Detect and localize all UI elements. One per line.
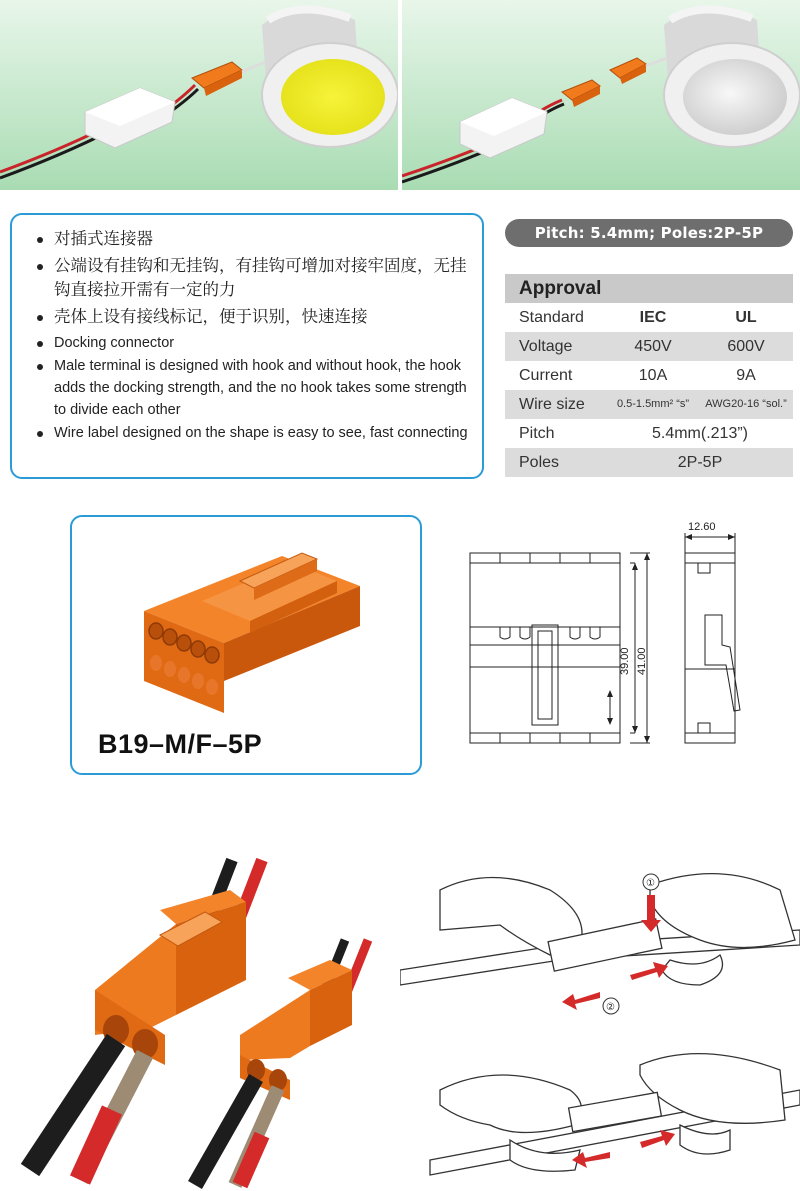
feature-en-1: Docking connector <box>30 332 468 354</box>
voltage-row <box>505 332 793 361</box>
voltage-label: Voltage <box>519 338 573 355</box>
poles-value: 2P-5P <box>677 454 723 471</box>
current-row <box>505 361 793 390</box>
poles-label: Poles <box>519 454 560 471</box>
wire-size-label: Wire size <box>519 396 585 413</box>
current-label: Current <box>519 367 573 384</box>
led-downlight-photo-disconnected <box>402 0 800 190</box>
approval-table <box>505 274 793 477</box>
pitch-poles-banner: Pitch: 5.4mm; Poles:2P-5P <box>505 219 793 247</box>
orange-connector-5p-render <box>132 531 372 721</box>
current-ul: 9A <box>736 367 756 384</box>
features-box <box>10 213 484 479</box>
step-1-label: ① <box>646 878 655 889</box>
approval-title: Approval <box>519 278 602 299</box>
feature-cn-2: 公端设有挂钩和无挂钩，有挂钩可增加对接牢固度，无挂钩直接拉开需有一定的力 <box>30 254 468 302</box>
dim-height-outer: 41.00 <box>636 647 648 675</box>
feature-cn-1: 对插式连接器 <box>30 227 468 251</box>
standard-row <box>505 303 793 332</box>
dim-width: 12.60 <box>688 521 716 533</box>
standard-label: Standard <box>519 309 584 326</box>
standard-iec: IEC <box>639 309 667 326</box>
current-iec: 10A <box>638 367 668 384</box>
feature-cn-3: 壳体上设有接线标记，便于识别，快速连接 <box>30 305 468 329</box>
model-number: B19–M/F–5P <box>98 729 263 759</box>
led-downlight-photo-connected <box>0 0 398 190</box>
product-box <box>70 515 422 775</box>
usage-instructions-illustration <box>400 860 800 1191</box>
wire-size-row <box>505 390 793 419</box>
poles-row <box>505 448 793 477</box>
feature-en-3: Wire label designed on the shape is easy to see, fast connecting <box>30 422 468 444</box>
pitch-row <box>505 419 793 448</box>
connector-wired-photo <box>0 850 400 1191</box>
feature-en-2: Male terminal is designed with hook and without hook, the hook adds the docking strength, and the no hook takes some strength to divide each other <box>30 355 468 421</box>
dim-height-inner: 39.00 <box>619 647 631 675</box>
voltage-iec: 450V <box>634 338 672 355</box>
approval-header-row <box>505 274 793 303</box>
standard-ul: UL <box>735 309 757 326</box>
step-2-label: ② <box>606 1002 615 1013</box>
wire-size-iec: 0.5-1.5mm² “s” <box>616 398 690 410</box>
dimension-drawing <box>440 515 800 785</box>
wire-size-ul: AWG20-16 “sol.” <box>705 398 787 410</box>
voltage-ul: 600V <box>727 338 765 355</box>
features-list <box>30 227 468 444</box>
pitch-value: 5.4mm(.213”) <box>651 425 749 442</box>
pitch-label: Pitch <box>519 425 555 442</box>
